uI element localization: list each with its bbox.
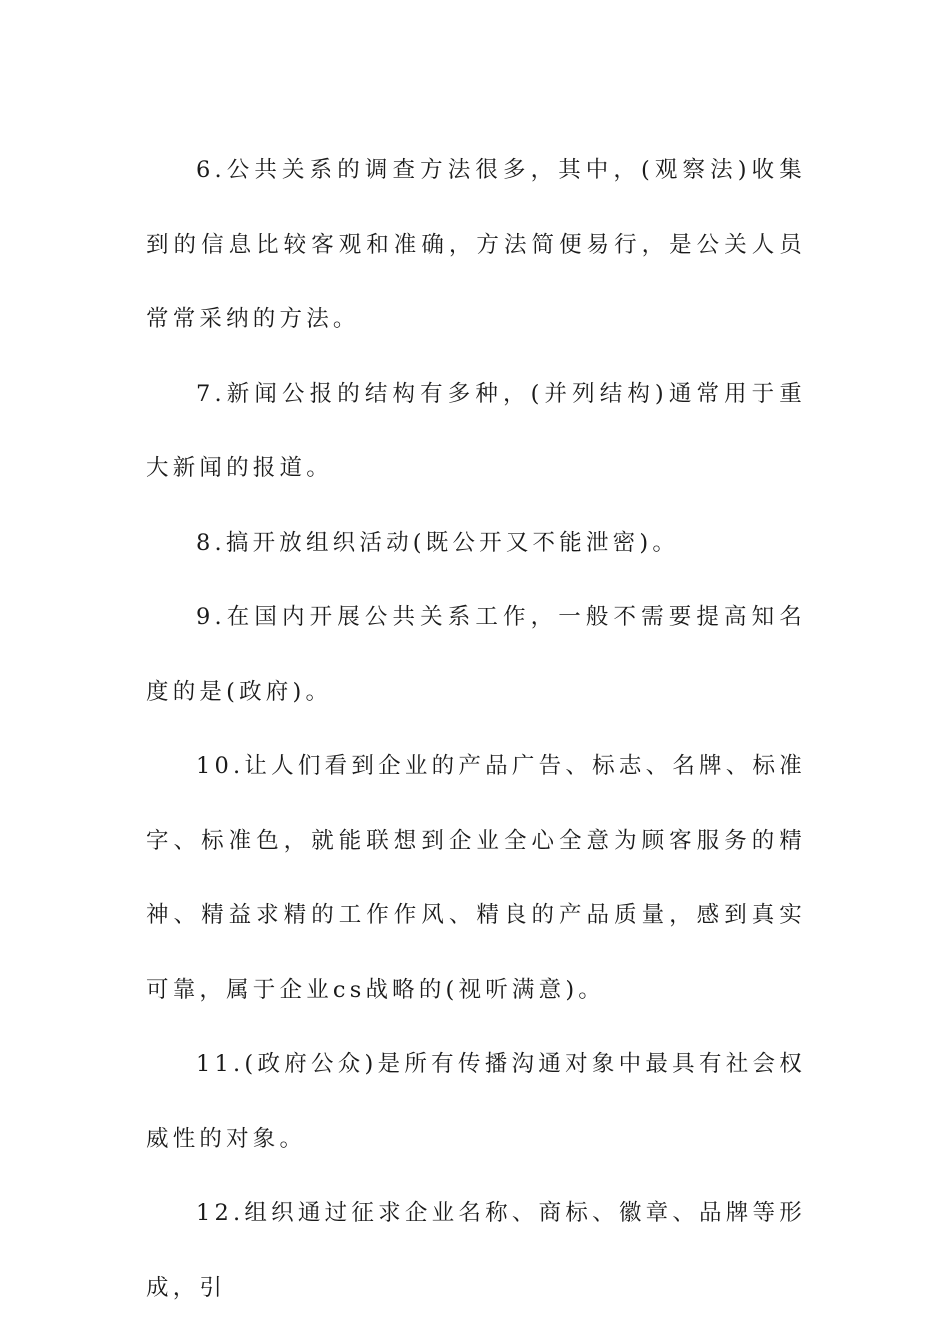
paragraph-11: 11.(政府公众)是所有传播沟通对象中最具有社会权威性的对象。 — [146, 1051, 806, 1152]
paragraph-9: 9.在国内开展公共关系工作，一般不需要提高知名度的是(政府)。 — [146, 604, 806, 705]
document-body — [146, 133, 806, 1325]
paragraph-6: 6.公共关系的调查方法很多，其中，(观察法)收集到的信息比较客观和准确，方法简便易行，是公关人员常常采纳的方法。 — [146, 157, 806, 332]
paragraph-7: 7.新闻公报的结构有多种，(并列结构)通常用于重大新闻的报道。 — [146, 380, 806, 481]
paragraph-10: 10.让人们看到企业的产品广告、标志、名牌、标准字、标准色，就能联想到企业全心全意为顾客服务的精神、精益求精的工作作风、精良的产品质量，感到真实可靠，属于企业cs战略的(视听满意)。 — [146, 753, 806, 1003]
paragraph-8: 8.搞开放组织活动(既公开又不能泄密)。 — [196, 529, 680, 556]
paragraph-12: 12.组织通过征求企业名称、商标、徽章、品牌等形成，引 — [146, 1200, 806, 1301]
